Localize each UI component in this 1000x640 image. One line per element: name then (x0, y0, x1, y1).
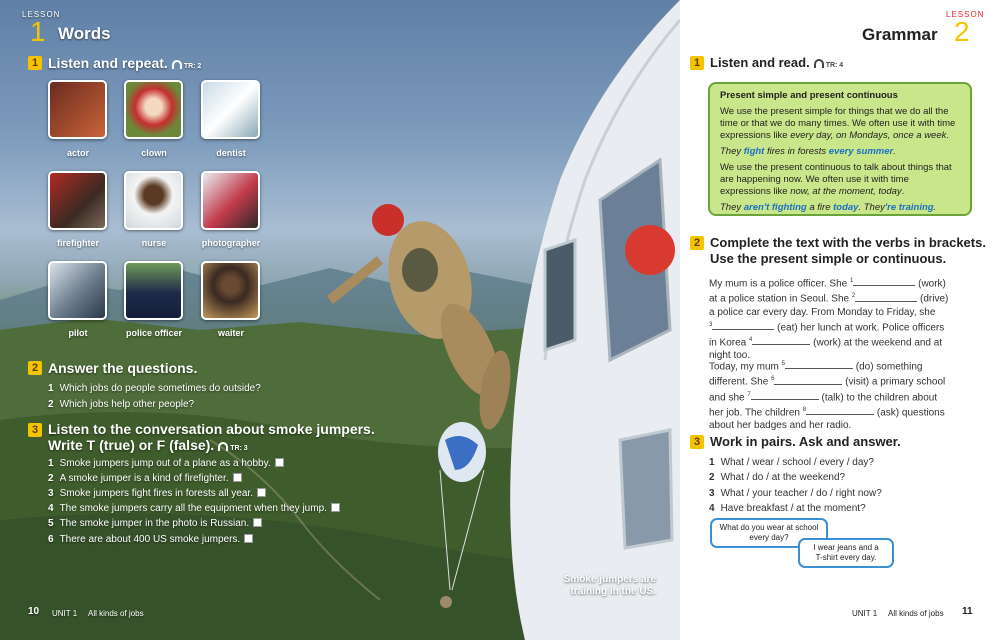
job-photo-pilot[interactable] (48, 261, 107, 320)
true-false-item: 1 Smoke jumpers jump out of a plane as a hobby. (48, 458, 284, 469)
question-item: 1 Which jobs do people sometimes do outside? (48, 383, 261, 394)
blank-field[interactable] (751, 391, 819, 400)
job-photo-dentist[interactable] (201, 80, 260, 139)
exercise-title: Work in pairs. Ask and answer. (710, 434, 901, 449)
true-false-item: 6 There are about 400 US smoke jumpers. (48, 534, 253, 545)
question-item: 2 Which jobs help other people? (48, 399, 195, 410)
job-photo-actor[interactable] (48, 80, 107, 139)
answer-checkbox[interactable] (331, 503, 340, 512)
job-photo-photographer[interactable] (201, 171, 260, 230)
exercise-title: Write T (true) or F (false). TR: 3 (48, 437, 248, 453)
exercise-title: Listen to the conversation about smoke jumpers. (48, 421, 375, 437)
true-false-item: 3 Smoke jumpers fight fires in forests all year. (48, 488, 266, 499)
answer-checkbox[interactable] (244, 534, 253, 543)
blank-field[interactable] (785, 360, 853, 369)
right-page (680, 0, 1000, 640)
page-title: Words (58, 24, 111, 43)
job-label: police officer (125, 328, 182, 338)
unit-title: All kinds of jobs (888, 609, 944, 618)
grammar-rule: We use the present continuous to talk about things that are happening now. We often use it with time expressions like now, at the moment, today. (720, 162, 952, 197)
page-number: 10 (28, 606, 40, 617)
exercise-title: Listen and read. TR: 4 (710, 55, 844, 70)
gap-fill-paragraph: My mum is a police officer. She $^1$ (work) at a police station in Seoul. She $^2$ (drive) a police car every day. From Monday to Friday, she $^3$ (eat) her lunch at work. Police officers in Korea $^4$ (work) at the weekend and at night too. (709, 278, 949, 362)
blank-field[interactable] (855, 293, 917, 302)
lesson-label: LESSON (22, 10, 61, 19)
job-photo-clown[interactable] (124, 80, 183, 139)
pair-question: 3 What / your teacher / do / right now? (709, 488, 882, 499)
exercise-number: 1 (28, 56, 42, 70)
job-label: dentist (216, 148, 246, 158)
unit-title: All kinds of jobs (88, 609, 144, 618)
speech-bubble-question: What do you wear at school every day? (710, 518, 828, 548)
job-label: pilot (68, 328, 88, 338)
pair-question: 4 Have breakfast / at the moment? (709, 503, 866, 514)
grammar-box-title: Present simple and present continuous (720, 90, 898, 101)
blank-field[interactable] (853, 277, 915, 286)
page-title: Grammar (862, 25, 938, 44)
answer-checkbox[interactable] (253, 518, 262, 527)
exercise-title: Listen and repeat. TR: 2 (48, 55, 202, 71)
unit-label: UNIT 1 (852, 609, 878, 618)
job-photo-police-officer[interactable] (124, 261, 183, 320)
answer-checkbox[interactable] (233, 473, 242, 482)
lesson-number: 2 (954, 16, 970, 47)
headphones-icon[interactable] (814, 59, 824, 68)
blank-field[interactable] (774, 376, 842, 385)
grammar-example: They aren't fighting a fire today. They're training. (720, 202, 937, 213)
job-label: clown (141, 148, 167, 158)
exercise-number: 2 (690, 236, 704, 250)
lesson-label: LESSON (946, 10, 985, 19)
blank-field[interactable] (752, 336, 810, 345)
photo-caption: Smoke jumpers are training in the US. (563, 574, 656, 597)
page-number: 11 (962, 606, 973, 617)
lesson-number: 1 (30, 16, 46, 47)
headphones-icon[interactable] (218, 442, 228, 451)
exercise-number: 1 (690, 56, 704, 70)
answer-checkbox[interactable] (275, 458, 284, 467)
gap-fill-paragraph: Today, my mum $^5$ (do) something different. She $^6$ (visit) a primary school and she $^7$ (talk) to the children about her job. The children $^8$ (ask) questions about her badges and her radio. (709, 361, 946, 432)
job-photo-firefighter[interactable] (48, 171, 107, 230)
grammar-rule: We use the present simple for things that we do all the time or that we do many times. We often use it with time expressions like every day, on Mondays, once a week. (720, 106, 956, 141)
answer-checkbox[interactable] (257, 488, 266, 497)
exercise-number: 2 (28, 361, 42, 375)
pair-question: 1 What / wear / school / every / day? (709, 457, 874, 468)
headphones-icon[interactable] (172, 60, 182, 69)
job-label: waiter (217, 328, 244, 338)
true-false-item: 5 The smoke jumper in the photo is Russian. (48, 518, 262, 529)
job-photo-waiter[interactable] (201, 261, 260, 320)
blank-field[interactable] (806, 406, 874, 415)
exercise-title: Answer the questions. (48, 360, 198, 376)
grammar-example: They fight fires in forests every summer. (720, 146, 896, 157)
grammar-box (708, 82, 972, 216)
job-label: photographer (201, 238, 261, 248)
true-false-item: 4 The smoke jumpers carry all the equipment when they jump. (48, 503, 340, 514)
job-label: firefighter (56, 238, 99, 248)
speech-bubble-answer: I wear jeans and a T-shirt every day. (798, 538, 894, 568)
exercise-number: 3 (28, 423, 42, 437)
true-false-item: 2 A smoke jumper is a kind of firefighter. (48, 473, 242, 484)
blank-field[interactable] (712, 321, 774, 330)
unit-label: UNIT 1 (52, 609, 78, 618)
exercise-number: 3 (690, 435, 704, 449)
job-photo-nurse[interactable] (124, 171, 183, 230)
job-label: nurse (141, 238, 167, 248)
exercise-title: Complete the text with the verbs in brackets. Use the present simple or continuous. (710, 235, 986, 266)
pair-question: 2 What / do / at the weekend? (709, 472, 846, 483)
job-label: actor (66, 148, 89, 158)
